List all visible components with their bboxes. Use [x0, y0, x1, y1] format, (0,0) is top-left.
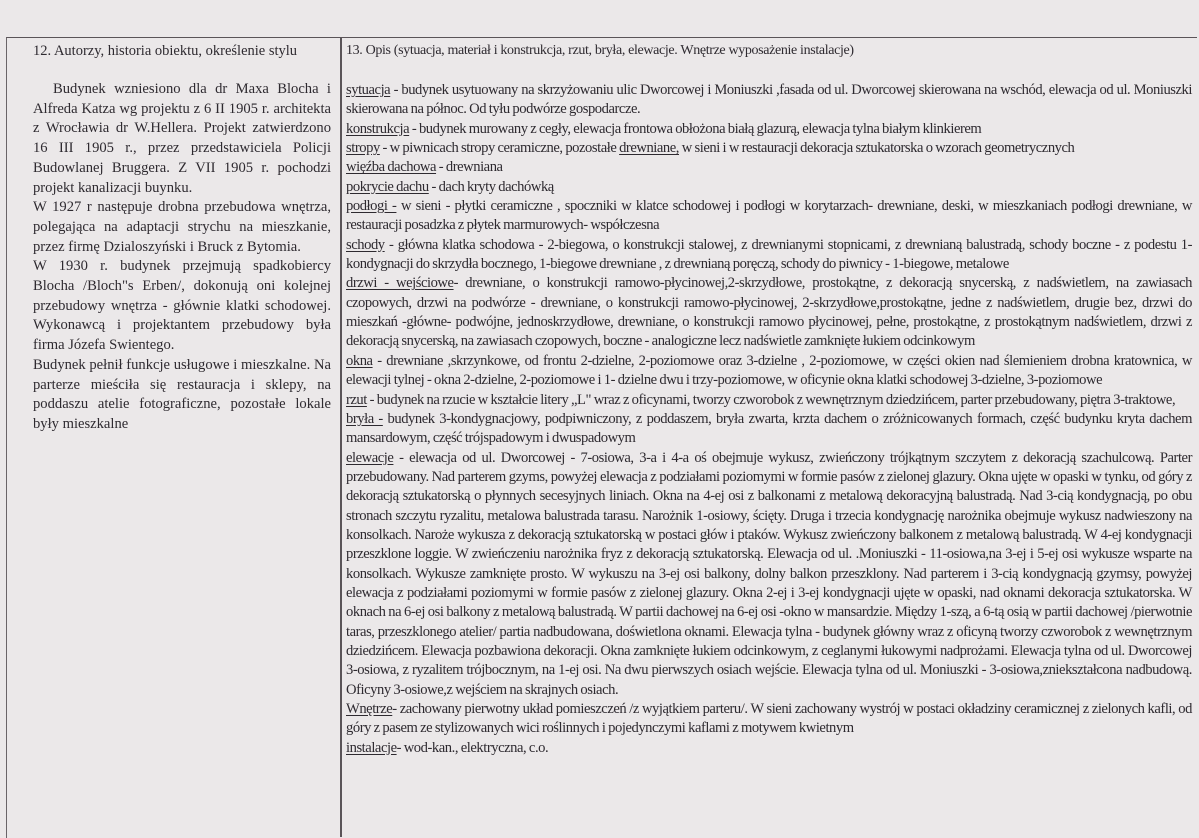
description-paragraph — [346, 410, 1192, 449]
underlined-term: konstrukcja — [346, 120, 410, 137]
description-text: - główna klatka schodowa - 2-biegowa, o konstrukcji stalowej, z drewnianymi stopnicami, z drewnianą balustradą, schody boczne - z podestu 1-kondygnacji do skrzydła bocznego, 1-biegowe drewniane , z drewnianą poręczą, schody do piwnicy - 1-biegowe, metalowe — [346, 236, 1192, 273]
history-paragraph: Budynek pełnił funkcje usługowe i mieszkalne. Na parterze mieściła się restauracja i sklepy, na poddaszu atelie fotograficzne, pozostałe lokale były mieszkalne — [33, 356, 331, 432]
description-paragraph — [346, 158, 1192, 177]
description-text: - budynek na rzucie w kształcie litery „L" wraz z oficynami, tworzy czworobok z wewnętrznym dziedzińcem, parter przebudowany, piętra 3-traktowe, — [366, 391, 1176, 408]
description-paragraph — [346, 120, 1192, 139]
description-text: - budynek murowany z cegły, elewacja frontowa obłożona białą glazurą, elewacja tylna białym klinkierem — [409, 120, 982, 137]
history-paragraph: W 1930 r. budynek przejmują spadkobiercy Blocha /Bloch"s Erben/, dokonują oni kolejnej przebudowy wnętrza - głównie klatki schodowej. Wykonawcą i projektantem przebudowy była firma Józefa Swientego. — [33, 258, 331, 354]
description-paragraph — [346, 391, 1192, 410]
description-text: - dach kryty dachówką — [428, 178, 554, 195]
underlined-term: pokrycie dachu — [346, 178, 429, 195]
history-paragraph: W 1927 r następuje drobna przebudowa wnętrza, polegająca na adaptacji strychu na mieszkanie, przez firmę Dzialoszyński i Bruck z Bytomia. — [33, 199, 331, 255]
underlined-term: okna — [346, 352, 373, 369]
description-paragraph — [346, 700, 1192, 739]
column-divider — [340, 37, 342, 837]
section-12-heading: 12. Autorzy, historia obiektu, określenie stylu — [33, 43, 298, 59]
description-paragraph — [346, 197, 1192, 236]
description-paragraph — [346, 449, 1192, 700]
description-paragraph — [346, 81, 1192, 120]
description-text: w sieni i w restauracji dekoracja sztukatorska o wzorach geometrycznych — [679, 140, 1075, 157]
description-paragraph — [346, 352, 1192, 391]
description-text: - elewacja od ul. Dworcowej - 7-osiowa, 3-a i 4-a oś obejmuje wykusz, zwieńczony trójkątnym szczytem z dekoracją szachulcową. Parter przebudowany. Nad parterem gzyms, powyżej elewacja z podziałami poziomymi w formie pasów z zielonej glazury. Okna ujęte w opaski w tynku, od góry z dekoracją sztukatorską o płynnych secesyjnych liniach. Okna na 4-ej osi z balkonami z metalową dekoracyjną balustradą. Nad 3-cią kondygnacją, po obu stronach szczytu ryzalitu, metalowa balustrada tarasu. Narożnik 1-osiowy, ścięty. Druga i trzecia kondygnację narożnika obejmuje wykusz nadwieszony na konsolkach. Naroże wykusza z dekoracją sztukatorską w postaci głów i ptaków. Wykusz zwieńczony balkonem z metalową balustradą. W 4-ej kondygnacji przeszklone loggie. W zwieńczeniu narożnika fryz z dekoracją sztukatorską. Elewacja od ul. .Moniuszki - 11-osiowa,na 3-ej i 5-ej osi wykusze wsparte na konsolkach. Wykusze zamknięte prosto. W wykuszu na 3-ej osi balkony, dolny balkon przeszklony. Nad parterem i 3-cią kondygnacją gzymsy, powyżej elewacja z podziałami poziomymi w formie pasów z zielonej glazury. Okna 2-ej i 3-ej kondygnacji ujęte w opaski, nad oknami dekoracja sztukatorska. W oknach na 6-ej osi balkony z metalową balustradą. W partii dachowej na 6-ej osi -okno w mansardzie. Między 1-szą, a 6-tą osią w partii dachowej /pierwotnie taras, przeszklonego atelier/ partia nadbudowana, doświetlona oknami. Elewacja tylna - budynek główny wraz z oficyną tworzy czworobok z wewnętrznym dziedzińcem. Elewacja pozbawiona dekoracji. Okna zamknięte łukiem odcinkowym, z ceglanymi łukowymi nadprożami. Elewacja tylna od ul. Dworcowej 3-osiowa, z ryzalitem trójbocznym, na 1-ej osi. Na dwu pierwszych osiach wejście. Elewacja tylna od ul. Moniuszki - 3-osiowa,zniekształcona nadbudową. Oficyny 3-osiowe,z wejściem na skrajnych osiach. — [346, 449, 1192, 698]
underlined-term: drzwi - wejściowe — [346, 275, 454, 292]
description-text: - drewniane, o konstrukcji ramowo-płycinowej,2-skrzydłowe, prostokątne, z dekoracją snycerską, z nadświetlem, na zawiasach czopowych, drzwi na podwórze - drewniane, o konstrukcji ramowo-płycinowej, 2-skrzydłowe,prostokątne, jedne z nadświetlem, drugie bez, drzwi do mieszkań -główne- podwójne, jednoskrzydłowe, drewniane, o konstrukcji ramowo płycinowej, pełne, prostokątne, z prostokątnym nadświetlem, drzwi z dekoracją snycerską, na zawiasach czopowych, boczne - analogiczne lecz nadświetle zamknięte łukiem odcinkowym — [346, 275, 1192, 350]
underlined-term: instalacje — [346, 739, 397, 756]
description-text: - wod-kan., elektryczna, c.o. — [396, 739, 549, 756]
underlined-term: stropy — [346, 140, 380, 157]
section-12-authors-history — [33, 40, 331, 435]
section-12-body — [33, 80, 331, 435]
description-paragraph — [346, 274, 1192, 351]
underlined-term: schody — [346, 236, 385, 253]
underlined-term: sytuacja — [346, 82, 391, 98]
description-paragraph — [346, 739, 1192, 758]
description-text: - drewniane ,skrzynkowe, od frontu 2-dzielne, 2-poziomowe oraz 3-dzielne , 2-poziomowe, w części okien nad ślemieniem drobna kratownica, w elewacji tylnej - okna 2-dzielne, 2-poziomowe i 1- dzielne dwu i trzy-poziomowe, w oficynie okna klatki schodowej 3-dzielne, 3-poziomowe — [346, 352, 1192, 389]
description-text: - budynek usytuowany na skrzyżowaniu ulic Dworcowej i Moniuszki ,fasada od ul. Dworcowej skierowana na wschód, elewacja od ul. Moniuszki skierowana na północ. Od tyłu podwórze gospodarcze. — [346, 82, 1192, 118]
description-text: w sieni - płytki ceramiczne , spoczniki w klatce schodowej i podłogi w korytarzach- drewniane, deski, w mieszkaniach podłogi drewniane, w restauracji posadzka z płytek marmurowych- współczesna — [346, 198, 1192, 234]
description-paragraph — [346, 178, 1192, 197]
underlined-term: więźba dachowa — [346, 159, 437, 176]
description-paragraph — [346, 139, 1192, 158]
description-text: - w piwnicach stropy ceramiczne, pozostałe — [379, 140, 620, 157]
underlined-term: elewacje — [346, 449, 394, 466]
description-paragraph — [346, 236, 1192, 275]
underlined-term: podłogi - — [346, 198, 397, 215]
section-13-description — [346, 40, 1192, 758]
section-13-heading: 13. Opis (sytuacja, materiał i konstrukcja, rzut, bryła, elewacje. Wnętrze wyposażenie instalacje) — [346, 43, 854, 58]
underlined-term: Wnętrze — [346, 701, 393, 717]
description-text: - drewniana — [436, 159, 503, 176]
underlined-term: drewniane, — [619, 140, 680, 157]
description-text: - zachowany pierwotny układ pomieszczeń /z wyjątkiem parteru/. W sieni zachowany wystrój w postaci okładziny ceramicznej z zielonych kafli, od góry z pasem ze stylizowanych wici roślinnych i pojedynczymi kaflami z motywem kwietnym — [346, 701, 1192, 737]
description-text: budynek 3-kondygnacjowy, podpiwniczony, z poddaszem, bryła zwarta, krzta dachem o zróżnicowanych formach, część budynku kryta dachem mansardowym, część trójspadowym i dwuspadowym — [346, 410, 1192, 447]
section-13-body — [346, 81, 1192, 758]
underlined-term: bryła - — [346, 410, 383, 427]
underlined-term: rzut — [346, 391, 367, 408]
history-paragraph: Budynek wzniesiono dla dr Maxa Blocha i Alfreda Katza wg projektu z 6 II 1905 r. architekta z Wrocławia dr W.Hellera. Projekt zatwierdzono 16 III 1905 r., przez przedstawiciela Policji Budowlanej Bruggera. Z VII 1905 r. pochodzi projekt kanalizacji buynku. — [33, 81, 331, 196]
